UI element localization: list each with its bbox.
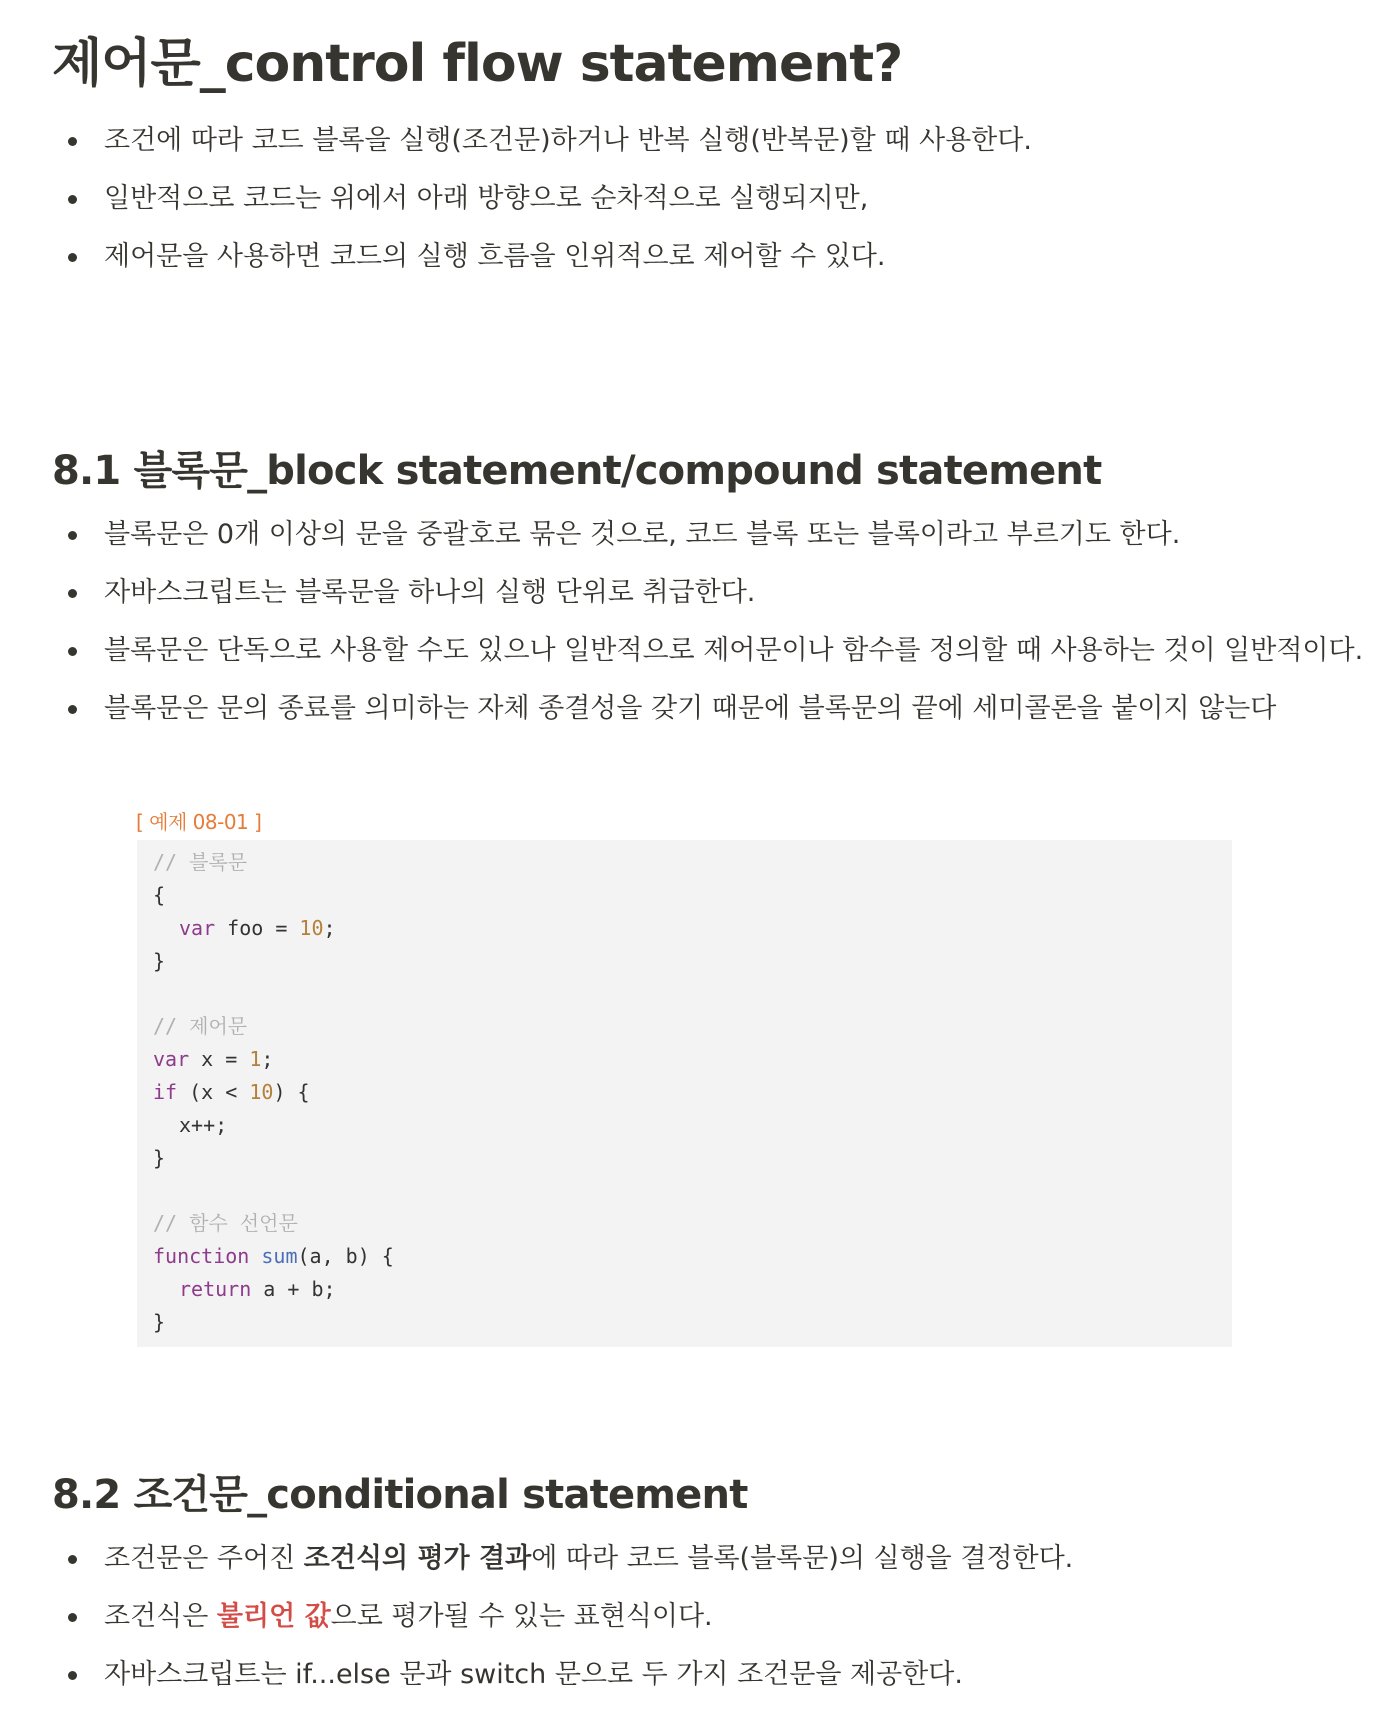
list-item: 조건문은 주어진 조건식의 평가 결과에 따라 코드 블록(블록문)의 실행을 결정한다.	[52, 1530, 1073, 1588]
code-line: var x = 1;	[153, 1047, 274, 1071]
code-line: var foo = 10;	[179, 916, 336, 940]
example-label: [ 예제 08-01 ]	[136, 810, 262, 834]
list-item: 자바스크립트는 블록문을 하나의 실행 단위로 취급한다.	[52, 564, 1363, 622]
list-item: 블록문은 문의 종료를 의미하는 자체 종결성을 갖기 때문에 블록문의 끝에 세미콜론을 붙이지 않는다	[52, 680, 1363, 738]
list-item: 블록문은 0개 이상의 문을 중괄호로 묶은 것으로, 코드 블록 또는 블록이라고 부르기도 한다.	[52, 506, 1363, 564]
code-line: {	[153, 883, 166, 907]
code-line: // 함수 선언문	[153, 1211, 298, 1235]
code-line: if (x < 10) {	[153, 1080, 310, 1104]
code-line: }	[153, 949, 166, 973]
code-line: }	[153, 1146, 166, 1170]
code-line: }	[153, 1310, 166, 1334]
list-item: 조건식은 불리언 값으로 평가될 수 있는 표현식이다.	[52, 1588, 1073, 1646]
block-statement-bullet-list	[52, 506, 1363, 738]
list-item: 조건에 따라 코드 블록을 실행(조건문)하거나 반복 실행(반복문)할 때 사용한다.	[52, 112, 1032, 170]
list-item: 블록문은 단독으로 사용할 수도 있으나 일반적으로 제어문이나 함수를 정의할 때 사용하는 것이 일반적이다.	[52, 622, 1363, 680]
intro-bullet-list	[52, 112, 1032, 286]
conditional-bullet-list	[52, 1530, 1073, 1704]
list-item: 제어문을 사용하면 코드의 실행 흐름을 인위적으로 제어할 수 있다.	[52, 228, 1032, 286]
list-item: 자바스크립트는 if...else 문과 switch 문으로 두 가지 조건문을 제공한다.	[52, 1646, 1073, 1704]
code-line: // 블록문	[153, 850, 248, 874]
code-line: return a + b;	[179, 1277, 336, 1301]
list-item: 일반적으로 코드는 위에서 아래 방향으로 순차적으로 실행되지만,	[52, 170, 1032, 228]
section-heading-8-2: 8.2 조건문_conditional statement	[52, 1472, 748, 1518]
section-heading-8-1: 8.1 블록문_block statement/compound statement	[52, 448, 1102, 494]
page-title: 제어문_control flow statement?	[52, 34, 903, 94]
code-line: function sum(a, b) {	[153, 1244, 394, 1268]
code-block	[137, 840, 1232, 1347]
code-line: x++;	[179, 1113, 228, 1137]
code-line: // 제어문	[153, 1014, 248, 1038]
